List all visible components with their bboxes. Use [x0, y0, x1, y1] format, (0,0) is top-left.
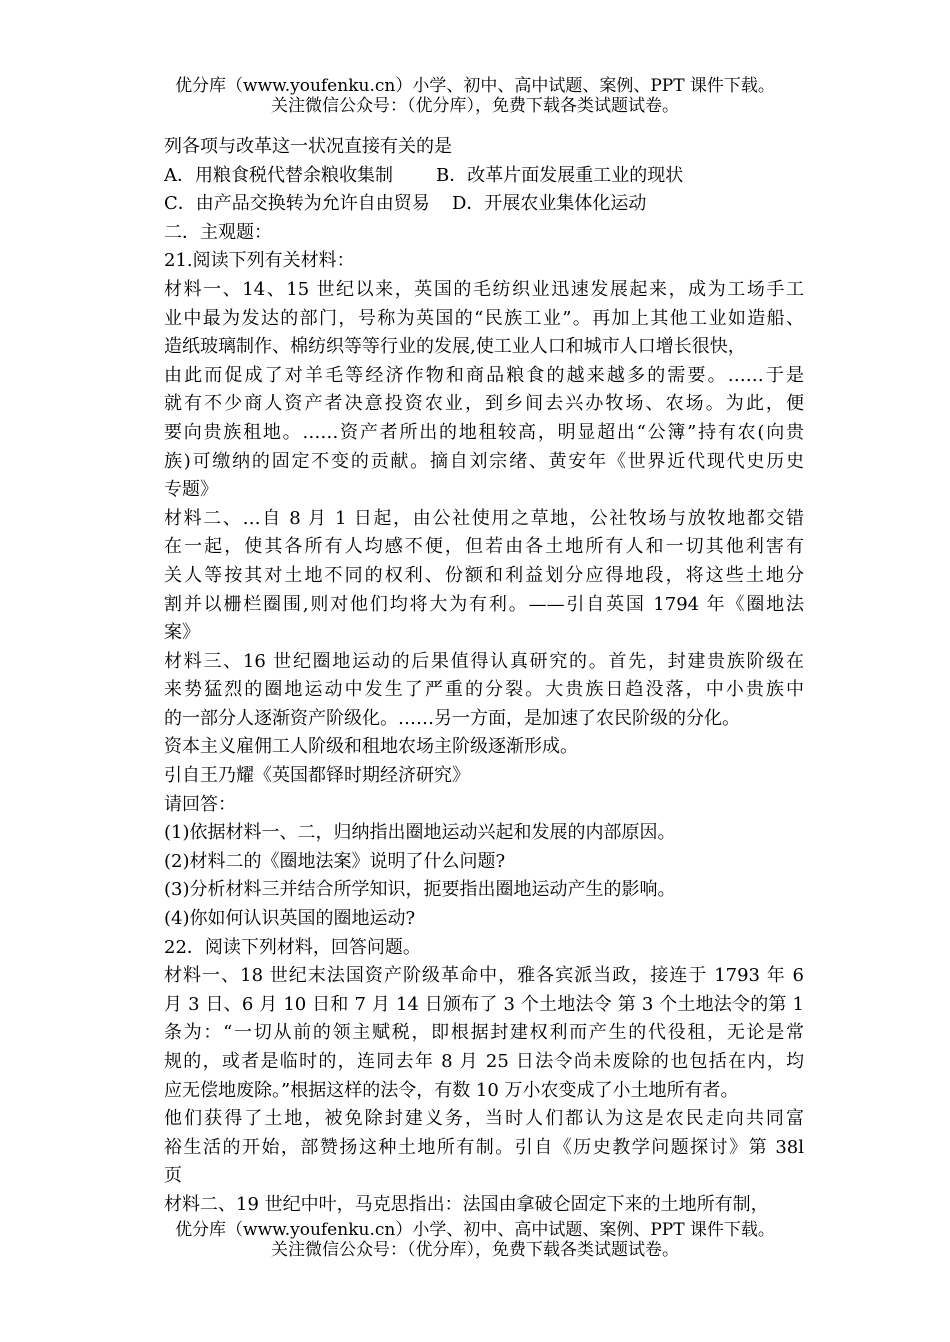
option-b: B．改革片面发展重工业的现状 — [436, 164, 684, 186]
m1-line: 由此而促成了对羊毛等经济作物和商品粮食的越来越多的需要。……于是 — [164, 364, 804, 386]
m1-line: 要向贵族租地。……资产者所出的地租较高，明显超出“公簿”持有农(向贵 — [164, 421, 804, 443]
q22-title: 22．阅读下列材料，回答问题。 — [164, 936, 421, 958]
section-heading: 二．主观题： — [164, 221, 272, 243]
m1-line: 业中最为发达的部门，号称为英国的“民族工业”。再加上其他工业如造船、 — [164, 307, 804, 329]
question-stem: 列各项与改革这一状况直接有关的是 — [164, 136, 452, 157]
options-row-2 — [164, 190, 804, 219]
m3-line: 的一部分人逐渐资产阶级化。……另一方面，是加速了农民阶级的分化。 — [164, 707, 740, 729]
q22-m1-line: 月 3 日、6 月 10 日和 7 月 14 日颁布了 3 个土地法令 第 3 个土地法令的第 1 — [164, 993, 804, 1015]
m2-line: 在一起，使其各所有人均感不便，但若由各土地所有人和一切其他利害有 — [164, 536, 804, 558]
option-d: D．开展农业集体化运动 — [452, 193, 647, 215]
m2-line: 关人等按其对土地不同的权利、份额和利益划分应得地段，将这些土地分 — [164, 564, 804, 586]
q22-m2-line: 材料二、19 世纪中叶，马克思指出：法国由拿破仑固定下来的土地所有制， — [164, 1193, 769, 1215]
m2-line: 割并以栅栏圈围,则对他们均将大为有利。——引自英国 1794 年《圈地法 — [164, 593, 804, 615]
q22-m1-line: 规的，或者是临时的，连同去年 8 月 25 日法令尚未废除的也包括在内，均 — [164, 1051, 804, 1072]
q21-part: (1)依据材料一、二，归纳指出圈地运动兴起和发展的内部原因。 — [164, 822, 676, 844]
q22-m1-line: 裕生活的开始，部赞扬这种土地所有制。引自《历史教学问题探讨》第 38l — [164, 1136, 804, 1158]
header-line-1: 优分库（www.youfenku.cn）小学、初中、高中试题、案例、PPT 课件下载。 — [175, 76, 775, 96]
m3-line: 来势猛烈的圈地运动中发生了严重的分裂。大贵族日趋没落，中小贵族中 — [164, 679, 804, 701]
q21-part: (4)你如何认识英国的圈地运动? — [164, 908, 416, 930]
answer-prompt: 请回答： — [164, 793, 236, 815]
q22-m1-line: 页 — [164, 1165, 182, 1187]
option-c: C．由产品交换转为允许自由贸易 — [164, 193, 430, 215]
q22-m1-line: 条为：“一切从前的领主赋税，即根据封建权利而产生的代役租，无论是常 — [164, 1022, 804, 1044]
page-header — [0, 76, 950, 116]
m2-line: 材料二、…自 8 月 1 日起，由公社使用之草地，公社牧场与放牧地都交错 — [164, 507, 804, 529]
q22-m1-line: 应无偿地废除。”根据这样的法令，有数 10 万小农变成了小土地所有者。 — [164, 1079, 739, 1101]
m1-line: 造纸玻璃制作、棉纺织等等行业的发展,使工业人口和城市人口增长很快， — [164, 336, 746, 358]
m2-line: 案》 — [164, 622, 200, 644]
q22-m1-line: 材料一、18 世纪末法国资产阶级革命中，雅各宾派当政，接连于 1793 年 6 — [164, 965, 804, 987]
page-footer — [0, 1220, 950, 1260]
m1-line: 族)可缴纳的固定不变的贡献。摘自刘宗绪、黄安年《世界近代现代史历史 — [164, 450, 804, 472]
m1-line: 专题》 — [164, 479, 218, 501]
document-body — [164, 133, 804, 1220]
options-row-1 — [164, 162, 804, 191]
m3-line: 材料三、16 世纪圈地运动的后果值得认真研究的。首先，封建贵族阶级在 — [164, 650, 804, 672]
q21-part: (3)分析材料三并结合所学知识，扼要指出圈地运动产生的影响。 — [164, 879, 676, 901]
footer-line-1: 优分库（www.youfenku.cn）小学、初中、高中试题、案例、PPT 课件下载。 — [175, 1220, 775, 1240]
q21-part: (2)材料二的《圈地法案》说明了什么问题? — [164, 850, 506, 872]
q21-title: 21.阅读下列有关材料： — [164, 250, 355, 272]
m3-line: 资本主义雇佣工人阶级和租地农场主阶级逐渐形成。 — [164, 736, 578, 758]
header-line-2: 关注微信公众号：（优分库），免费下载各类试题试卷。 — [271, 96, 679, 116]
footer-line-2: 关注微信公众号：（优分库），免费下载各类试题试卷。 — [271, 1240, 679, 1260]
option-a: A．用粮食税代替余粮收集制 — [164, 164, 393, 186]
m1-line: 就有不少商人资产者决意投资农业，到乡间去兴办牧场、农场。为此，便 — [164, 393, 804, 415]
m3-line: 引自王乃耀《英国都铎时期经济研究》 — [164, 765, 470, 787]
q22-m1-line: 他们获得了土地，被免除封建义务，当时人们都认为这是农民走向共同富 — [164, 1108, 804, 1130]
m1-line: 材料一、14、15 世纪以来，英国的毛纺织业迅速发展起来，成为工场手工 — [164, 278, 804, 300]
